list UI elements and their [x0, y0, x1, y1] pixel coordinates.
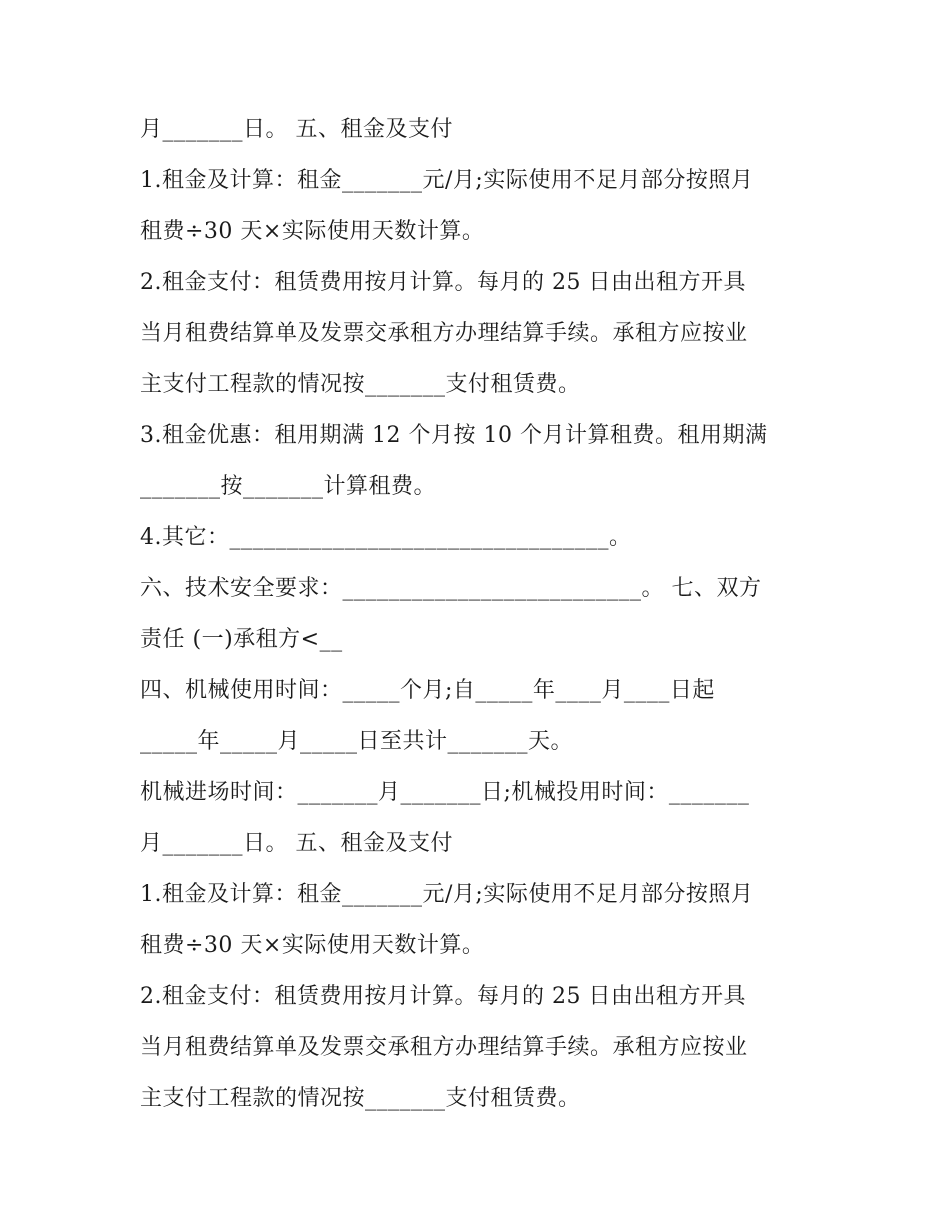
- text-line: 责任 (一)承租方<__: [140, 627, 343, 652]
- text-line: _____年_____月_____日至共计_______天。: [140, 729, 574, 754]
- document-body: [140, 104, 830, 1124]
- text-line: 2.租金支付：租赁费用按月计算。每月的 25 日由出租方开具: [140, 270, 746, 295]
- text-line: 机械进场时间：_______月_______日;机械投用时间：_______: [140, 780, 750, 805]
- text-line: 租费÷30 天×实际使用天数计算。: [140, 933, 485, 958]
- text-line: 当月租费结算单及发票交承租方办理结算手续。承租方应按业: [140, 321, 748, 346]
- text-line: 六、技术安全要求：__________________________。 七、双方: [140, 576, 762, 601]
- text-line: 3.租金优惠：租用期满 12 个月按 10 个月计算租费。租用期满: [140, 423, 768, 448]
- text-line: 主支付工程款的情况按_______支付租赁费。: [140, 1086, 581, 1111]
- text-line: 月_______日。 五、租金及支付: [140, 117, 453, 142]
- text-line: 月_______日。 五、租金及支付: [140, 831, 453, 856]
- text-line: 主支付工程款的情况按_______支付租赁费。: [140, 372, 581, 397]
- text-line: _______按_______计算租费。: [140, 474, 437, 499]
- text-line: 四、机械使用时间：_____个月;自_____年____月____日起: [140, 678, 715, 703]
- text-line: 租费÷30 天×实际使用天数计算。: [140, 219, 485, 244]
- text-line: 1.租金及计算：租金_______元/月;实际使用不足月部分按照月: [140, 882, 754, 907]
- text-line: 1.租金及计算：租金_______元/月;实际使用不足月部分按照月: [140, 168, 754, 193]
- text-line: 2.租金支付：租赁费用按月计算。每月的 25 日由出租方开具: [140, 984, 746, 1009]
- text-line: 4.其它：_________________________________。: [140, 525, 632, 550]
- text-line: 当月租费结算单及发票交承租方办理结算手续。承租方应按业: [140, 1035, 748, 1060]
